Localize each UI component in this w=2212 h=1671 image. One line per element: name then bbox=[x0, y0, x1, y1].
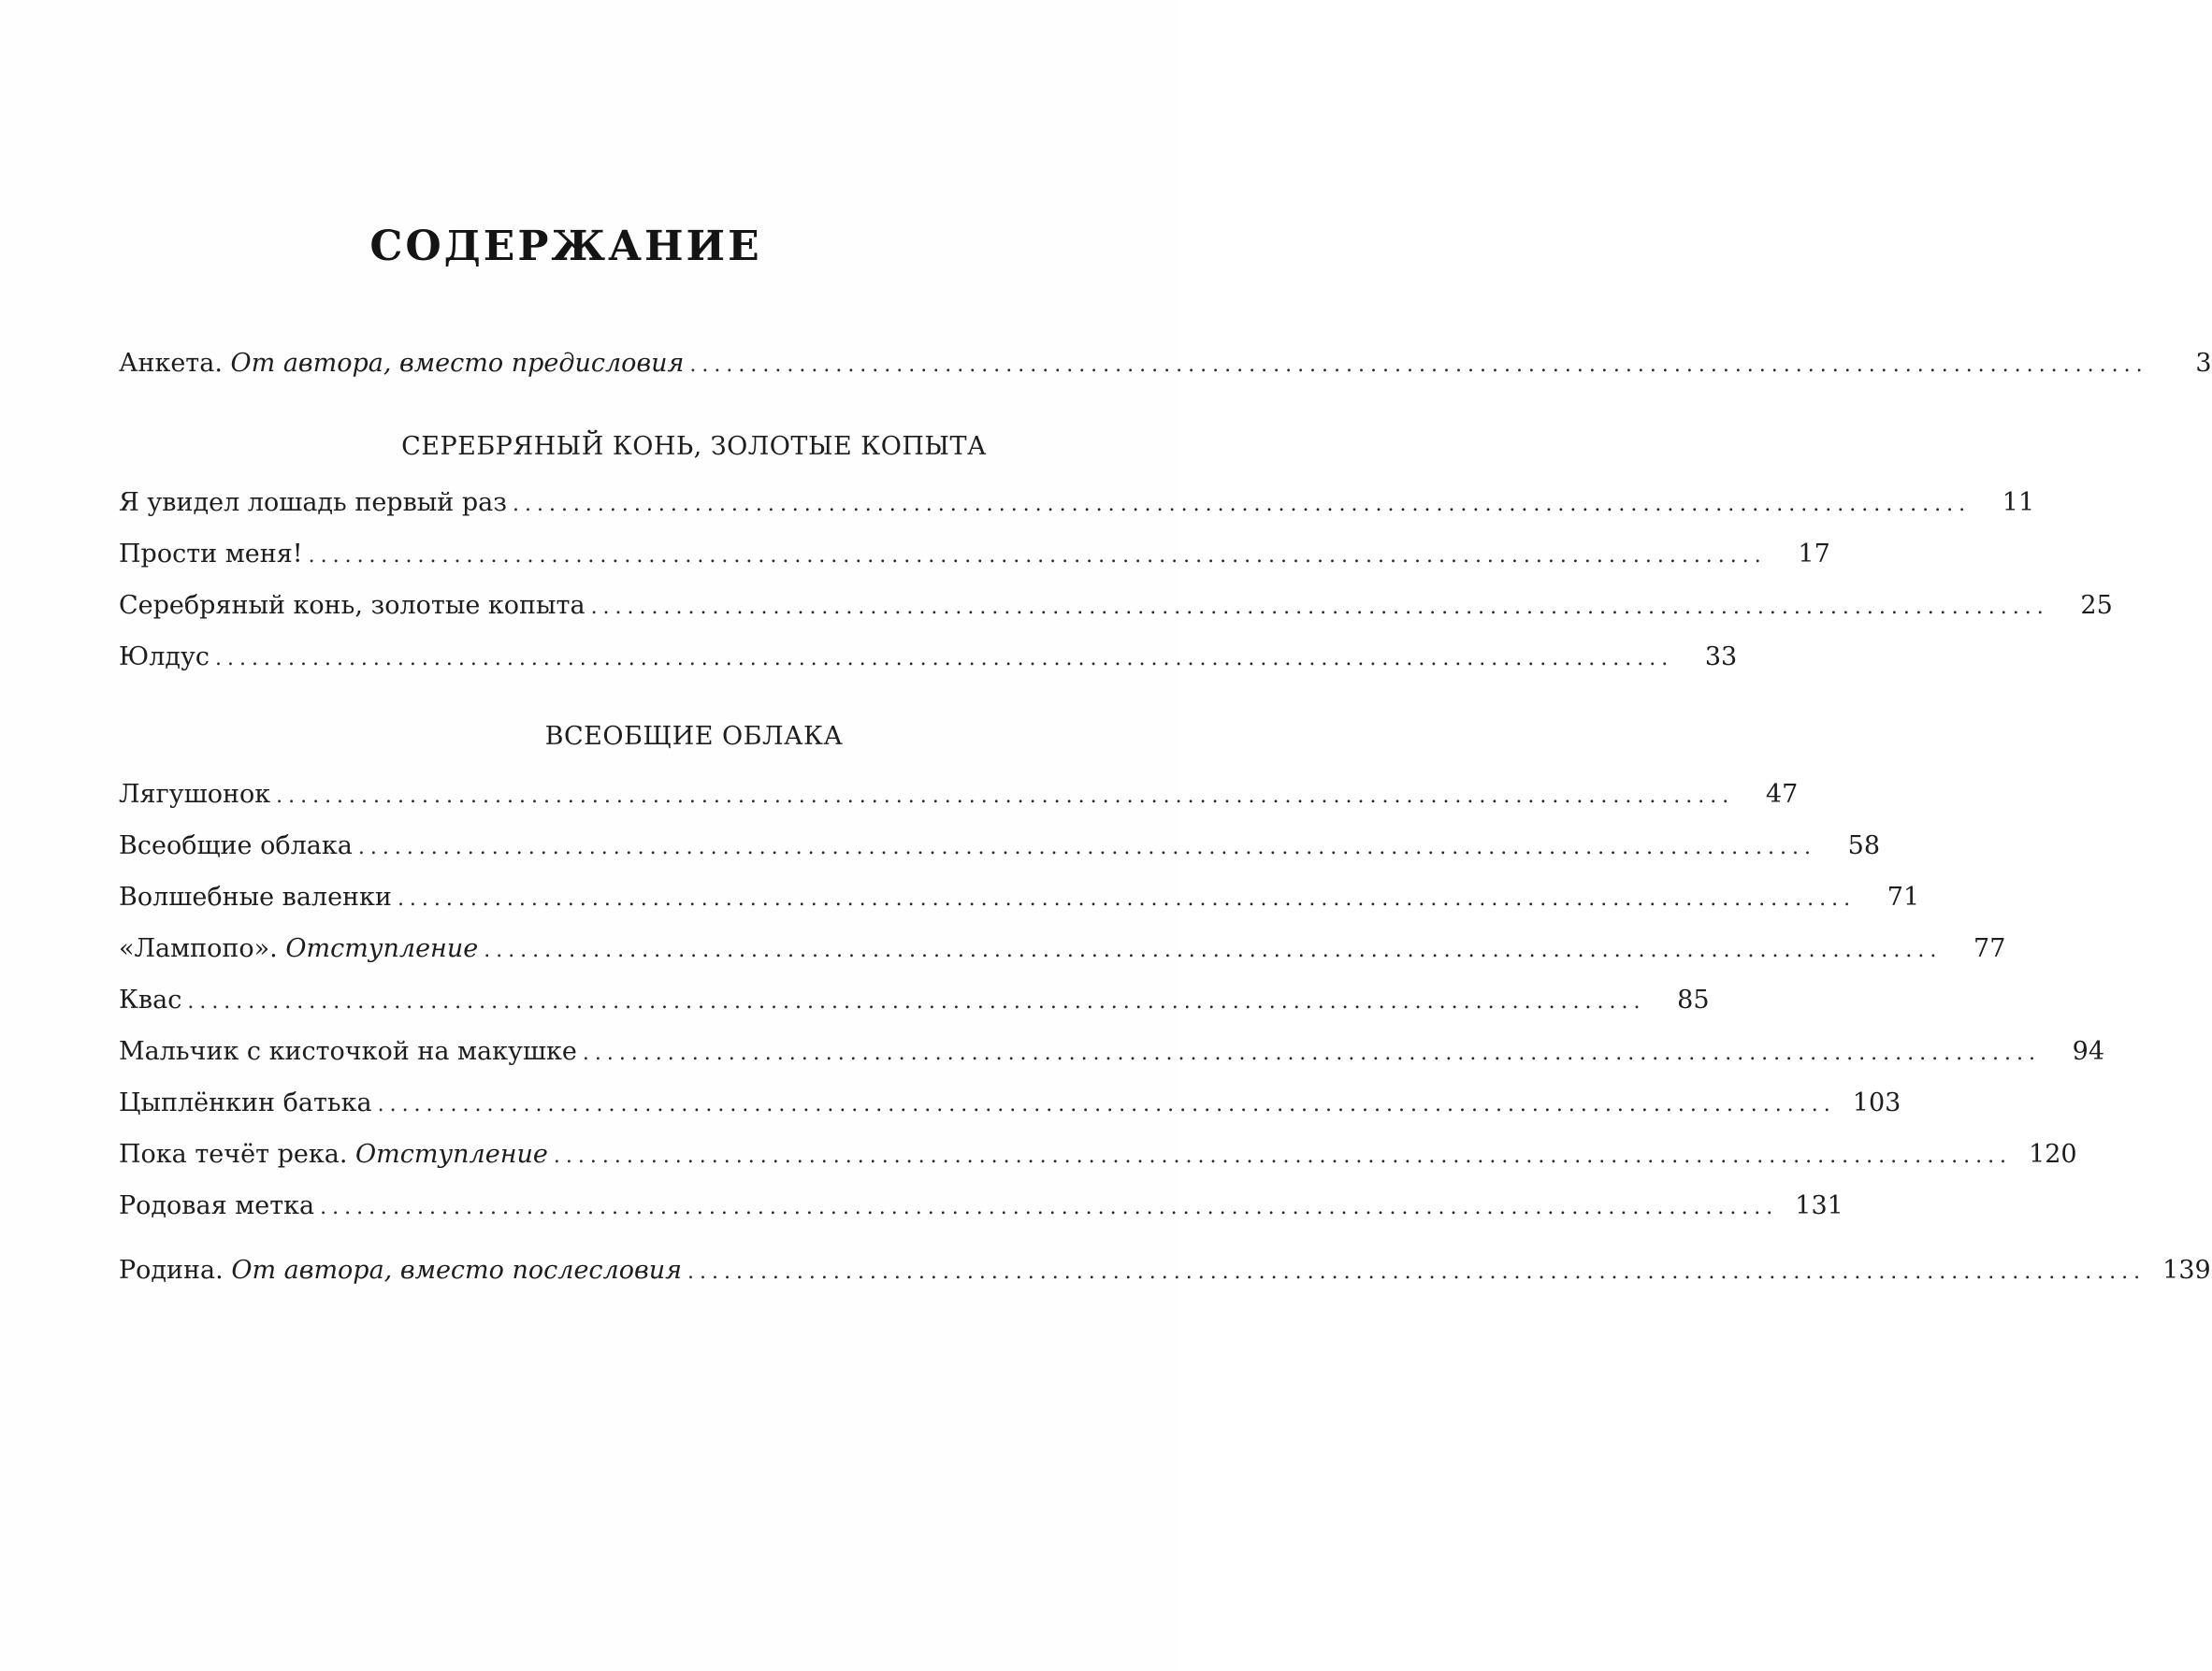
toc-entry-outro[interactable] bbox=[119, 1256, 2211, 1293]
toc-page-number: 94 bbox=[2072, 1037, 2105, 1066]
dot-leader: ........................................................................................................................ bbox=[320, 1196, 1779, 1219]
toc-page-number: 131 bbox=[1795, 1191, 1843, 1220]
toc-entry-label: Анкета. От автора, вместо предисловия bbox=[119, 349, 685, 378]
toc-entry[interactable] bbox=[119, 986, 1710, 1023]
toc-entry[interactable] bbox=[119, 934, 2006, 972]
dot-leader: ........................................................................................................................ bbox=[590, 596, 2049, 619]
toc-page-number: 71 bbox=[1887, 883, 1920, 912]
dot-leader: ........................................................................................................................ bbox=[689, 353, 2148, 377]
toc-entry-label: Мальчик с кисточкой на макушке bbox=[119, 1037, 577, 1066]
toc-page-number: 33 bbox=[1704, 642, 1738, 671]
toc-entry-label: Юлдус bbox=[119, 642, 210, 671]
dot-leader: ........................................................................................................................ bbox=[276, 785, 1735, 808]
section-heading-2: ВСЕОБЩИЕ ОБЛАКА bbox=[544, 722, 844, 751]
toc-entry-label: Всеобщие облака bbox=[119, 831, 353, 860]
toc-entry-label: Лягушонок bbox=[119, 780, 271, 809]
toc-entry[interactable] bbox=[119, 591, 2113, 628]
toc-entry[interactable] bbox=[119, 1191, 1843, 1229]
toc-entry[interactable] bbox=[119, 1037, 2105, 1074]
dot-leader: ........................................................................................................................ bbox=[397, 887, 1857, 911]
toc-entry-label: Квас bbox=[119, 986, 182, 1015]
toc-entry-label: Волшебные валенки bbox=[119, 883, 392, 912]
toc-entry[interactable] bbox=[119, 883, 1920, 920]
toc-page-number: 11 bbox=[2002, 488, 2035, 517]
dot-leader: ........................................................................................................................ bbox=[187, 990, 1646, 1014]
dot-leader: ........................................................................................................................ bbox=[357, 836, 1817, 859]
dot-leader: ........................................................................................................................ bbox=[308, 544, 1767, 568]
toc-entry-label: Родина. От автора, вместо послесловия bbox=[119, 1256, 682, 1285]
toc-entry[interactable] bbox=[119, 831, 1881, 869]
section-heading-1: СЕРЕБРЯНЫЙ КОНЬ, ЗОЛОТЫЕ КОПЫТА bbox=[401, 432, 987, 461]
dot-leader: ........................................................................................................................ bbox=[484, 939, 1943, 962]
toc-entry-label: Я увидел лошадь первый раз bbox=[119, 488, 507, 517]
toc-entry-label: Прости меня! bbox=[119, 540, 303, 569]
toc-entry[interactable] bbox=[119, 540, 1830, 577]
toc-page-number: 17 bbox=[1798, 540, 1830, 569]
toc-entry[interactable] bbox=[119, 1088, 1901, 1126]
toc-page-number: 3 bbox=[2195, 349, 2212, 378]
toc-entry[interactable] bbox=[119, 780, 1799, 817]
toc-entry[interactable] bbox=[119, 1140, 2077, 1177]
toc-entry-label: Родовая метка bbox=[119, 1191, 315, 1220]
toc-entry-label: Серебряный конь, золотые копыта bbox=[119, 591, 586, 620]
toc-page-number: 25 bbox=[2080, 591, 2113, 620]
dot-leader: ........................................................................................................................ bbox=[512, 493, 1972, 516]
dot-leader: ........................................................................................................................ bbox=[553, 1145, 2013, 1168]
page-title: СОДЕРЖАНИЕ bbox=[369, 223, 762, 270]
toc-page-number: 120 bbox=[2029, 1140, 2077, 1169]
dot-leader: ........................................................................................................................ bbox=[687, 1260, 2147, 1284]
dot-leader: ........................................................................................................................ bbox=[582, 1042, 2042, 1065]
dot-leader: ........................................................................................................................ bbox=[215, 647, 1674, 670]
toc-entry[interactable] bbox=[119, 488, 2035, 526]
toc-entry-label: Цыплёнкин батька bbox=[119, 1088, 372, 1117]
toc-page-number: 47 bbox=[1765, 780, 1799, 809]
toc-page-number: 139 bbox=[2162, 1256, 2211, 1285]
toc-entry-intro[interactable] bbox=[119, 349, 2212, 386]
toc-entry-label: «Лампопо». Отступление bbox=[119, 934, 479, 963]
toc-page-number: 103 bbox=[1852, 1088, 1901, 1117]
toc-page-number: 77 bbox=[1973, 934, 2006, 963]
toc-entry-label: Пока течёт река. Отступление bbox=[119, 1140, 548, 1169]
toc-page-number: 85 bbox=[1677, 986, 1710, 1015]
toc-page-number: 58 bbox=[1847, 831, 1881, 860]
toc-entry[interactable] bbox=[119, 642, 1738, 680]
dot-leader: ........................................................................................................................ bbox=[377, 1093, 1836, 1116]
